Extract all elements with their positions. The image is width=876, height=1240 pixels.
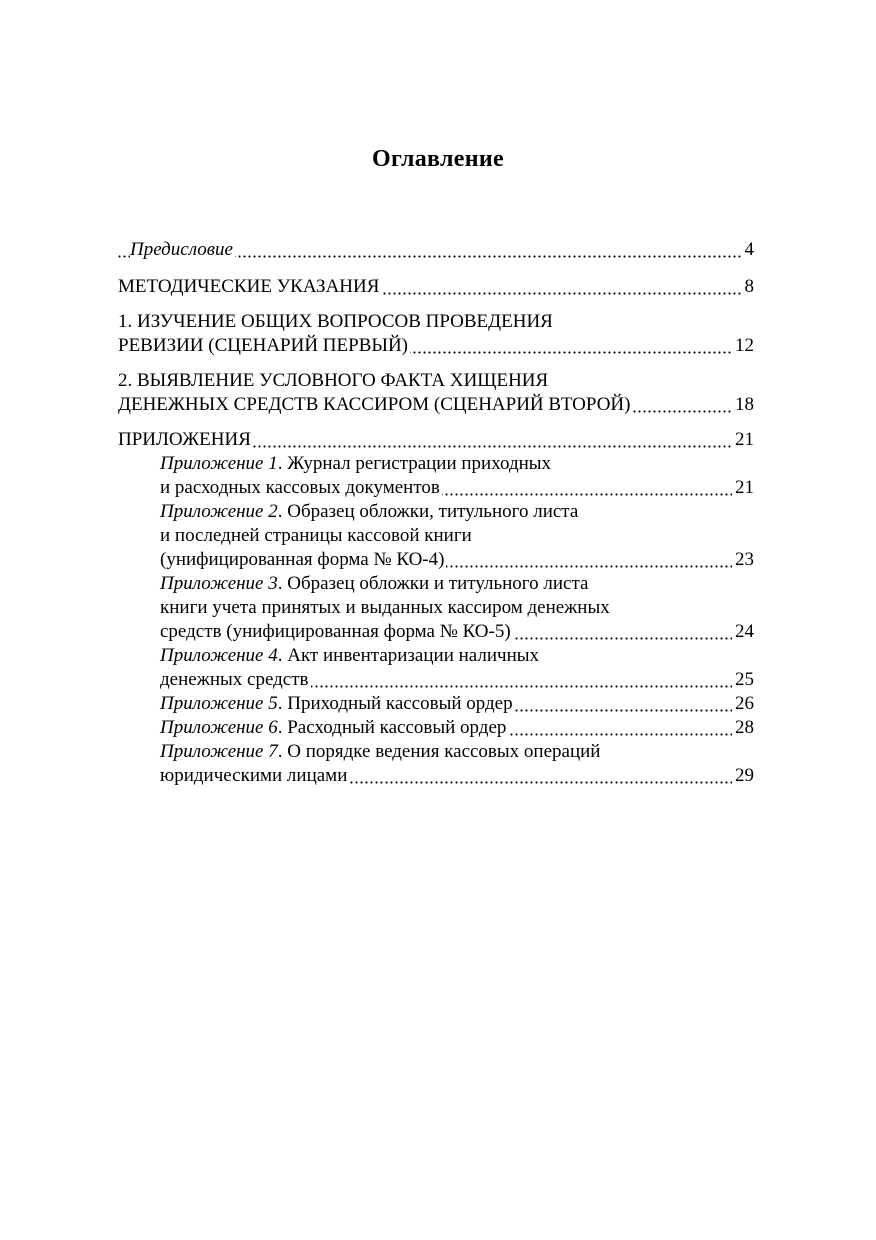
toc-entry-section-1[interactable] xyxy=(118,310,754,358)
toc-entry-appendix-7[interactable] xyxy=(160,740,754,788)
table-of-contents xyxy=(118,238,754,788)
toc-entry-label-line: . Образец обложки, титульного листа xyxy=(277,501,579,522)
toc-entry-label-line: и расходных кассовых документов xyxy=(160,477,440,498)
toc-page-number: 21 xyxy=(732,428,754,452)
toc-entry-label-line: книги учета принятых и выданных кассиром денежных xyxy=(160,597,610,618)
toc-page-number: 12 xyxy=(732,334,754,358)
toc-entry-label-line: . Образец обложки и титульного листа xyxy=(277,573,589,594)
toc-page-number: 25 xyxy=(732,668,754,692)
toc-entry-appendix-4[interactable] xyxy=(160,644,754,692)
toc-appendix-prefix: Приложение 5 xyxy=(160,693,278,714)
toc-appendix-prefix: Приложение 2 xyxy=(160,501,278,522)
toc-entry-label: МЕТОДИЧЕСКИЕ УКАЗАНИЯ xyxy=(118,276,380,297)
toc-appendix-prefix: Приложение 7 xyxy=(160,741,278,762)
toc-page-number: 28 xyxy=(732,716,754,740)
toc-entry-appendix-1[interactable] xyxy=(160,452,754,500)
toc-entry-label-line: РЕВИЗИИ (СЦЕНАРИЙ ПЕРВЫЙ) xyxy=(118,335,408,356)
toc-page-number: 29 xyxy=(732,764,754,788)
toc-entry-label-line: 2. ВЫЯВЛЕНИЕ УСЛОВНОГО ФАКТА ХИЩЕНИЯ xyxy=(118,370,549,391)
toc-page-number: 4 xyxy=(742,238,755,262)
toc-entry-section-2[interactable] xyxy=(118,369,754,417)
toc-page-number: 18 xyxy=(732,393,754,417)
toc-entry-label-line: и последней страницы кассовой книги xyxy=(160,525,472,546)
toc-entry-label-line: юридическими лицами xyxy=(160,765,348,786)
toc-entry-appendix-3[interactable] xyxy=(160,572,754,644)
toc-page-number: 23 xyxy=(732,548,754,572)
toc-page-number: 8 xyxy=(742,275,755,299)
toc-entry-appendix-6[interactable] xyxy=(160,716,754,740)
toc-entry-label-line: денежных средств xyxy=(160,669,309,690)
toc-entry-label-line: . Расходный кассовый ордер xyxy=(277,717,507,738)
toc-entry-guidelines[interactable] xyxy=(118,275,754,299)
toc-entry-label-line: . О порядке ведения кассовых операций xyxy=(277,741,601,762)
toc-entry-label: Предисловие xyxy=(130,239,233,260)
toc-appendix-prefix: Приложение 1 xyxy=(160,453,278,474)
toc-entry-label-line: (унифицированная форма № КО-4) xyxy=(160,549,445,570)
toc-entry-appendices[interactable] xyxy=(118,428,754,452)
toc-entry-appendix-5[interactable] xyxy=(160,692,754,716)
toc-appendix-prefix: Приложение 3 xyxy=(160,573,278,594)
page-title: Оглавление xyxy=(372,146,504,172)
toc-appendix-prefix: Приложение 4 xyxy=(160,645,278,666)
toc-entry-label-line: . Журнал регистрации приходных xyxy=(277,453,552,474)
toc-entry-label-line: . Акт инвентаризации наличных xyxy=(277,645,540,666)
toc-page-number: 21 xyxy=(732,476,754,500)
toc-appendix-prefix: Приложение 6 xyxy=(160,717,278,738)
toc-entry-label-line: . Приходный кассовый ордер xyxy=(277,693,513,714)
toc-entry-label-line: средств (унифицированная форма № КО-5) xyxy=(160,621,511,642)
toc-entry-preface[interactable] xyxy=(118,238,754,262)
toc-entry-label-line: 1. ИЗУЧЕНИЕ ОБЩИХ ВОПРОСОВ ПРОВЕДЕНИЯ xyxy=(118,311,553,332)
toc-page-number: 24 xyxy=(732,620,754,644)
toc-entry-appendix-2[interactable] xyxy=(160,500,754,572)
toc-entry-label-line: ДЕНЕЖНЫХ СРЕДСТВ КАССИРОМ (СЦЕНАРИЙ ВТОРОЙ) xyxy=(118,394,631,415)
toc-entry-label: ПРИЛОЖЕНИЯ xyxy=(118,429,251,450)
toc-page-number: 26 xyxy=(732,692,754,716)
